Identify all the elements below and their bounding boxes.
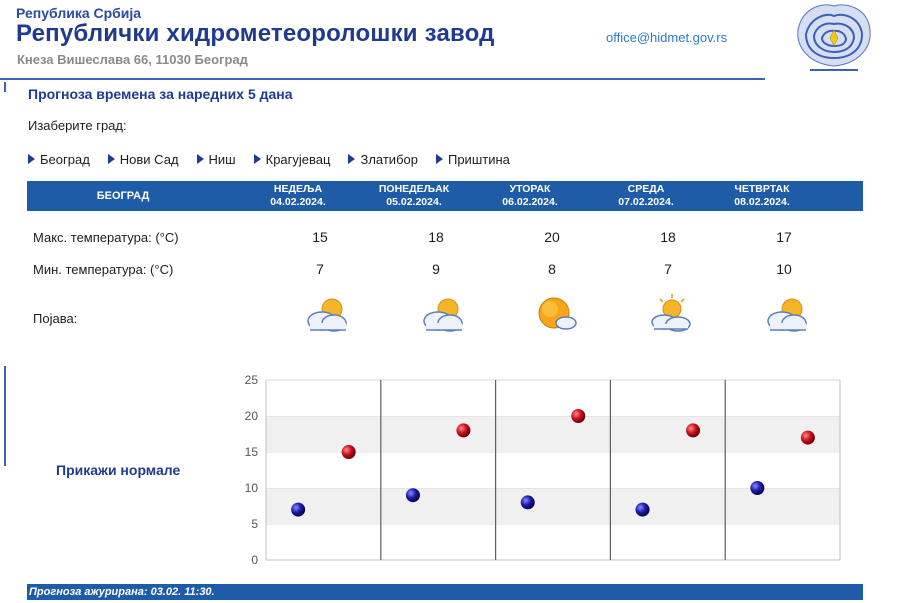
left-divider <box>4 82 6 92</box>
forecast-updated: Прогноза ажурирана: 03.02. 11:30. <box>27 584 863 600</box>
mostly-sunny-icon <box>526 293 582 335</box>
site-header <box>0 0 900 80</box>
day-header: НЕДЕЉА 04.02.2024. <box>270 183 326 208</box>
city-link-kragujevac[interactable]: Крагујевац <box>254 150 331 168</box>
day-header: ПОНЕДЕЉАК 05.02.2024. <box>378 183 450 208</box>
max-temp-label: Макс. температура: (°C) <box>33 230 179 245</box>
max-temp-cell: 18 <box>660 229 676 245</box>
y-tick-label: 10 <box>244 481 258 495</box>
city-link-beograd[interactable]: Београд <box>28 150 90 168</box>
y-tick-label: 25 <box>244 373 258 387</box>
max-temp-cell: 18 <box>428 229 444 245</box>
sun-behind-cloud-icon <box>642 293 698 335</box>
max-temp-cell: 17 <box>776 229 792 245</box>
min-temp-cell: 9 <box>432 261 440 277</box>
arrow-right-icon <box>436 154 443 164</box>
y-tick-label: 20 <box>244 409 258 423</box>
city-link-zlatibor[interactable]: Златибор <box>348 150 418 168</box>
max-temp-cell: 20 <box>544 229 560 245</box>
y-tick-label: 5 <box>251 517 258 531</box>
min-temp-point <box>521 495 535 509</box>
max-temp-point <box>456 423 470 437</box>
city-link-pristina[interactable]: Приштина <box>436 150 510 168</box>
city-link-novi-sad[interactable]: Нови Сад <box>108 150 179 168</box>
institute-address: Кнеза Вишеслава 66, 11030 Београд <box>17 52 248 67</box>
institute-name[interactable]: Републички хидрометеоролошки завод <box>16 20 495 47</box>
max-temp-point <box>571 409 585 423</box>
phenomenon-label: Појава: <box>33 311 78 326</box>
max-temp-point <box>801 431 815 445</box>
forecast-title: Прогноза времена за наредних 5 дана <box>28 86 293 102</box>
grid-band <box>266 380 840 416</box>
min-temp-point <box>750 481 764 495</box>
choose-city-label: Изаберите град: <box>28 118 127 133</box>
max-temp-point <box>342 445 356 459</box>
partly-cloudy-icon <box>298 293 354 335</box>
institute-logo[interactable] <box>792 0 876 76</box>
grid-band <box>266 524 840 560</box>
email-link[interactable]: office@hidmet.gov.rs <box>606 30 728 45</box>
min-temp-point <box>406 488 420 502</box>
arrow-right-icon <box>254 154 261 164</box>
show-normals-link[interactable]: Прикажи нормале <box>56 462 181 478</box>
header-divider <box>0 78 765 80</box>
day-header: УТОРАК 06.02.2024. <box>502 183 558 208</box>
selected-city-header: БЕОГРАД <box>96 190 150 202</box>
arrow-right-icon <box>197 154 204 164</box>
min-temp-cell: 7 <box>664 261 672 277</box>
partly-cloudy-icon <box>414 293 470 335</box>
min-temp-point <box>636 503 650 517</box>
max-temp-cell: 15 <box>312 229 328 245</box>
max-temp-point <box>686 423 700 437</box>
min-temp-point <box>291 503 305 517</box>
arrow-right-icon <box>108 154 115 164</box>
min-temp-label: Мин. температура: (°C) <box>33 262 174 277</box>
min-temp-cell: 8 <box>548 261 556 277</box>
day-header: ЧЕТВРТАК 08.02.2024. <box>734 183 790 208</box>
y-tick-label: 0 <box>251 553 258 567</box>
partly-cloudy-icon <box>758 293 814 335</box>
left-divider-lower <box>4 366 6 466</box>
temperature-chart <box>232 370 852 570</box>
min-temp-cell: 7 <box>316 261 324 277</box>
day-header: СРЕДА 07.02.2024. <box>618 183 674 208</box>
y-tick-label: 15 <box>244 445 258 459</box>
arrow-right-icon <box>348 154 355 164</box>
country-name: Република Србија <box>16 5 142 21</box>
min-temp-cell: 10 <box>776 261 792 277</box>
forecast-table-header <box>27 181 863 211</box>
city-selector <box>28 150 528 168</box>
city-link-nis[interactable]: Ниш <box>197 150 236 168</box>
arrow-right-icon <box>28 154 35 164</box>
